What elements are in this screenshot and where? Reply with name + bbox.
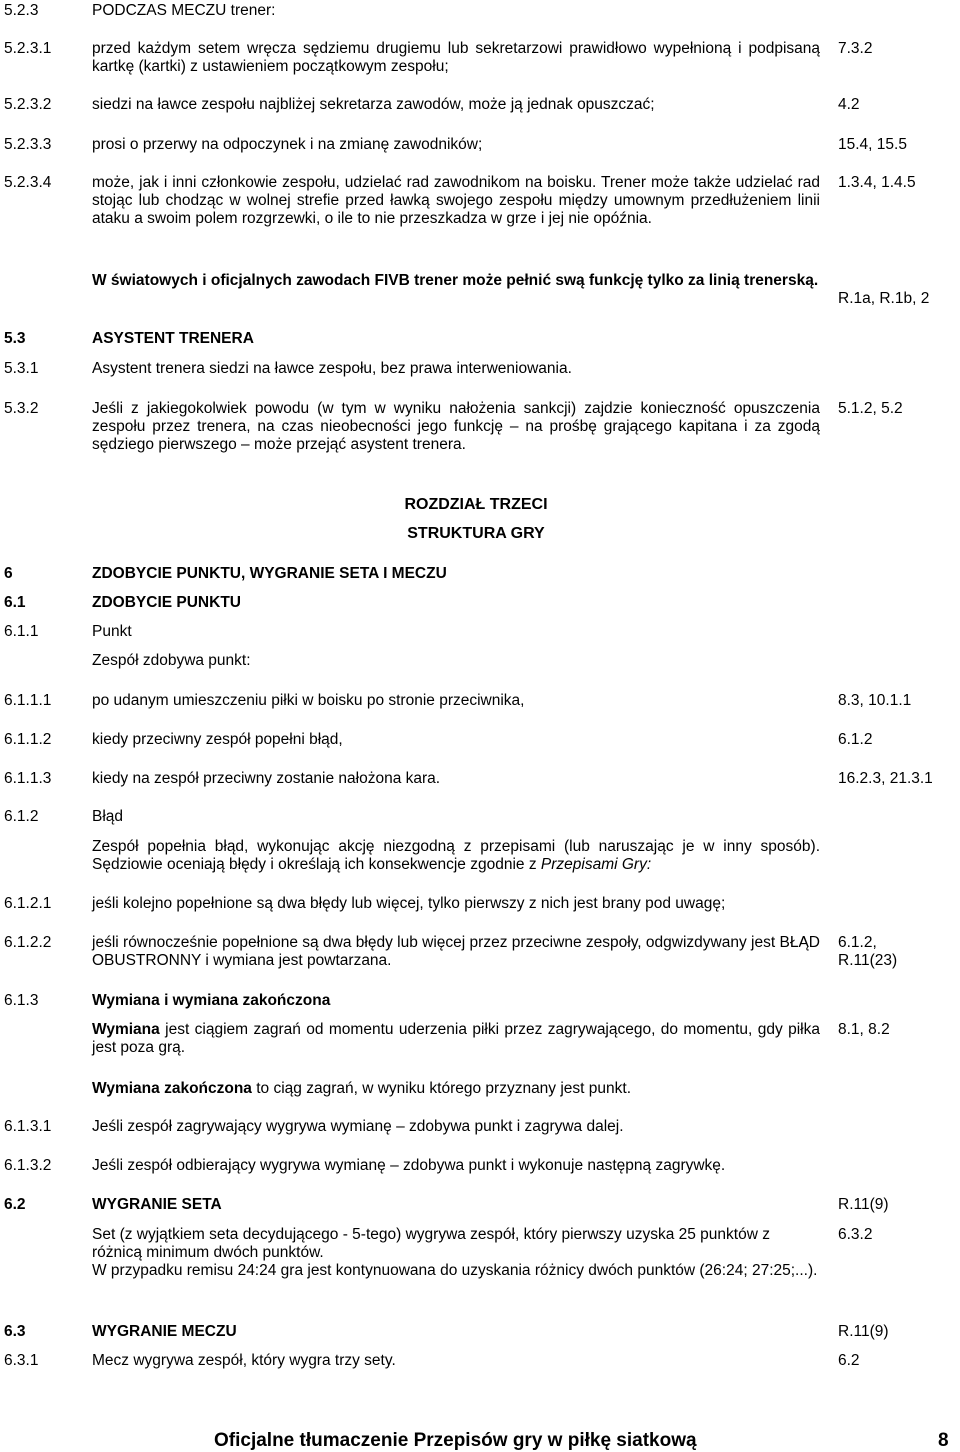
section-number: 5.3 [4,330,26,347]
section-heading: WYGRANIE SETA [92,1196,222,1213]
chapter-subtitle: STRUKTURA GRY [407,525,545,542]
section-text: po udanym umieszczeniu piłki w boisku po stronie przeciwnika, [92,692,525,709]
section-text: jeśli równocześnie popełnione są dwa błędy lub więcej przez przeciwne zespoły, odgwizdywany jest BŁĄD OBUSTRONNY i wymiana jest powtarzana. [92,934,820,969]
section-text: kiedy na zespół przeciwny zostanie nałożona kara. [92,770,441,787]
section-number: 6.2 [4,1196,26,1213]
section-text: Mecz wygrywa zespół, który wygra trzy sety. [92,1352,396,1369]
reference: R.1a, R.1b, 2 [838,290,930,307]
reference: 4.2 [838,96,860,113]
reference-second: R.11(23) [838,952,898,969]
section-number: 6.1.2.2 [4,934,52,951]
section-heading: Wymiana i wymiana zakończona [92,992,331,1009]
reference: 16.2.3, 21.3.1 [838,770,933,787]
reference: 6.1.2, [838,934,877,951]
section-number: 5.2.3 [4,2,39,19]
section-number: 6.1.1.2 [4,731,52,748]
reference: R.11(9) [838,1196,889,1213]
section-text: Jeśli zespół odbierający wygrywa wymianę – zdobywa punkt i wykonuje następną zagrywkę. [92,1157,726,1174]
section-heading: ZDOBYCIE PUNKTU [92,594,241,611]
section-number: 6.3.1 [4,1352,39,1369]
section-text: Zespół popełnia błąd, wykonując akcję niezgodną z przepisami (lub naruszając je w inny sposób). Sędziowie oceniają błędy i określają ich konsekwencje zgodnie z Przepisami Gry: [92,838,820,873]
section-number: 6.3 [4,1323,26,1340]
section-number: 5.3.1 [4,360,39,377]
rules-reference-italic: Przepisami Gry: [540,856,652,873]
chapter-title: ROZDZIAŁ TRZECI [404,496,548,513]
section-text: kiedy przeciwny zespół popełni błąd, [92,731,343,748]
section-number: 6.1.1.1 [4,692,52,709]
section-number: 6.1.1 [4,623,39,640]
section-heading: WYGRANIE MECZU [92,1323,237,1340]
reference: 7.3.2 [838,40,873,57]
section-number: 6.1.3.1 [4,1118,52,1135]
reference: 1.3.4, 1.4.5 [838,174,916,191]
section-text: prosi o przerwy na odpoczynek i na zmianę zawodników; [92,136,483,153]
section-text: Set (z wyjątkiem seta decydującego - 5-tego) wygrywa zespół, który pierwszy uzyska 25 punktów z różnicą minimum dwóch punktów. W przypadku remisu 24:24 gra jest kontynuowana do uzyskania różnicy dwóch punktów (26:24; 27:25;...). [92,1226,818,1279]
section-heading: ASYSTENT TRENERA [92,330,254,347]
reference: 8.1, 8.2 [838,1021,890,1038]
section-text: Zespół zdobywa punkt: [92,652,251,669]
reference: 6.3.2 [838,1226,873,1243]
section-heading: ZDOBYCIE PUNKTU, WYGRANIE SETA I MECZU [92,565,447,582]
section-number: 6.1 [4,594,26,611]
section-number: 6.1.2.1 [4,895,52,912]
section-text: W światowych i oficjalnych zawodach FIVB trener może pełnić swą funkcję tylko za linią trenerską. [92,272,819,289]
section-text: przed każdym setem wręcza sędziemu drugiemu lub sekretarzowi prawidłowo wypełnioną i podpisaną kartkę (kartki) z ustawieniem początkowym zespołu; [92,40,820,75]
section-number: 6.1.2 [4,808,39,825]
reference: 5.1.2, 5.2 [838,400,903,417]
section-text: siedzi na ławce zespołu najbliżej sekretarza zawodów, może ją jednak opuszczać; [92,96,655,113]
reference: 8.3, 10.1.1 [838,692,912,709]
section-number: 5.2.3.4 [4,174,52,191]
section-text: Jeśli zespół zagrywający wygrywa wymianę – zdobywa punkt i zagrywa dalej. [92,1118,624,1135]
section-number: 6 [4,565,13,582]
reference: 6.2 [838,1352,860,1369]
section-text: Jeśli z jakiegokolwiek powodu (w tym w wyniku nałożenia sankcji) zajdzie konieczność opuszczenia zespołu przez trenera, na czas nieobecności jego funkcję – na prośbę grającego kapitana i za zgodą sędziego pierwszego – może przejąć asystent trenera. [92,400,820,453]
section-text: Punkt [92,623,132,640]
section-text: jeśli kolejno popełnione są dwa błędy lub więcej, tylko pierwszy z nich jest brany pod uwagę; [92,895,726,912]
section-number: 5.2.3.2 [4,96,52,113]
reference: R.11(9) [838,1323,889,1340]
section-text: PODCZAS MECZU trener: [92,2,276,19]
footer-title: Oficjalne tłumaczenie Przepisów gry w piłkę siatkową [214,1430,697,1451]
page-number: 8 [938,1430,949,1451]
section-text: Wymiana jest ciągiem zagrań od momentu uderzenia piłki przez zagrywającego, do momentu, gdy piłka jest poza grą. [92,1021,820,1056]
section-number: 6.1.3 [4,992,39,1009]
reference: 15.4, 15.5 [838,136,907,153]
section-number: 5.3.2 [4,400,39,417]
section-text: Asystent trenera siedzi na ławce zespołu, bez prawa interweniowania. [92,360,572,377]
reference: 6.1.2 [838,731,873,748]
section-text: Błąd [92,808,124,825]
section-number: 5.2.3.3 [4,136,52,153]
section-number: 5.2.3.1 [4,40,52,57]
section-text: może, jak i inni członkowie zespołu, udzielać rad zawodnikom na boisku. Trener może także udzielać rad stojąc lub chodząc w wolnej strefie przed ławką swojego zespołu między umownym przedłużeniem linii ataku a swoim polem rozgrzewki, o ile to nie przeszkadza w grze i jej nie opóźnia. [92,174,820,227]
section-number: 6.1.3.2 [4,1157,52,1174]
section-text: Wymiana zakończona to ciąg zagrań, w wyniku którego przyznany jest punkt. [92,1080,632,1097]
section-number: 6.1.1.3 [4,770,52,787]
